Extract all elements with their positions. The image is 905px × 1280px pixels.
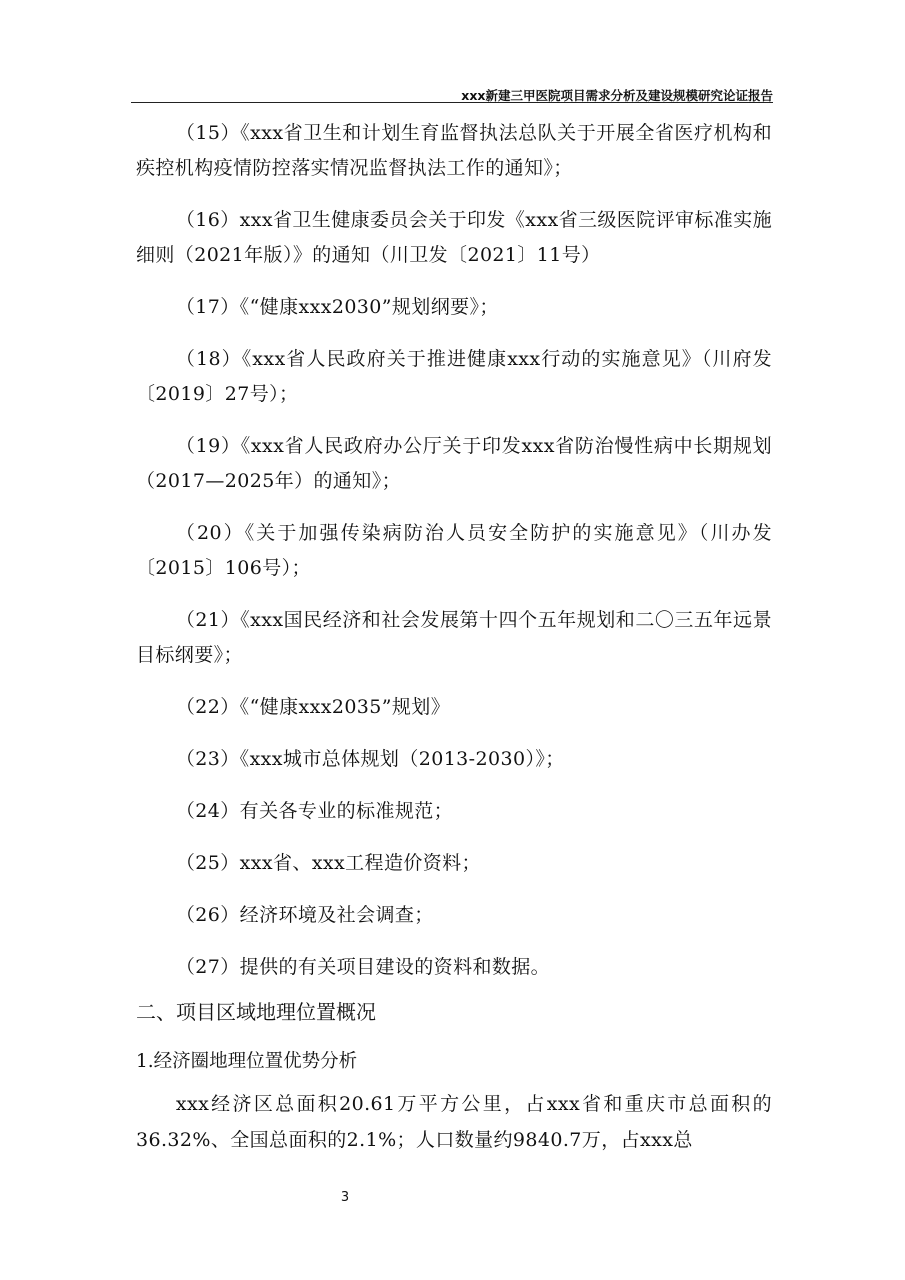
reference-item-27: （27）提供的有关项目建设的资料和数据。 (175, 956, 551, 978)
reference-item-18: （18）《xxx省人民政府关于推进健康xxx行动的实施意见》（川府发〔2019〕27号）； (136, 348, 772, 405)
reference-item-25: （25）xxx省、xxx工程造价资料； (175, 852, 481, 874)
page-number: 3 (340, 1190, 350, 1205)
reference-item-19: （19）《xxx省人民政府办公厅关于印发xxx省防治慢性病中长期规划（2017—2025年）的通知》； (136, 435, 772, 492)
subsection-heading: 1.经济圈地理位置优势分析 (136, 1051, 358, 1072)
reference-item-15: （15）《xxx省卫生和计划生育监督执法总队关于开展全省医疗机构和疾控机构疫情防控落实情况监督执法工作的通知》； (136, 122, 772, 179)
reference-item-26: （26）经济环境及社会调查； (175, 904, 434, 926)
reference-item-20: （20）《关于加强传染病防治人员安全防护的实施意见》（川办发〔2015〕106号）； (136, 522, 772, 579)
page-body (136, 116, 772, 1158)
section-heading: 二、项目区域地理位置概况 (136, 1000, 376, 1024)
reference-item-23: （23）《xxx城市总体规划（2013-2030）》； (175, 748, 565, 770)
header-divider (131, 102, 773, 103)
body-paragraph: xxx经济区总面积20.61万平方公里，占xxx省和重庆市总面积的36.32%、全国总面积的2.1%；人口数量约9840.7万，占xxx总 (136, 1093, 772, 1151)
reference-item-21: （21）《xxx国民经济和社会发展第十四个五年规划和二〇三五年远景目标纲要》； (136, 609, 772, 666)
running-header-title: xxx新建三甲医院项目需求分析及建设规模研究论证报告 (461, 88, 773, 103)
reference-item-24: （24）有关各专业的标准规范； (175, 800, 454, 822)
reference-item-17: （17）《“健康xxx2030”规划纲要》； (175, 296, 499, 318)
reference-item-16: （16）xxx省卫生健康委员会关于印发《xxx省三级医院评审标准实施细则（2021年版）》的通知（川卫发〔2021〕11号） (136, 209, 772, 266)
reference-item-22: （22）《“健康xxx2035”规划》 (175, 696, 451, 718)
